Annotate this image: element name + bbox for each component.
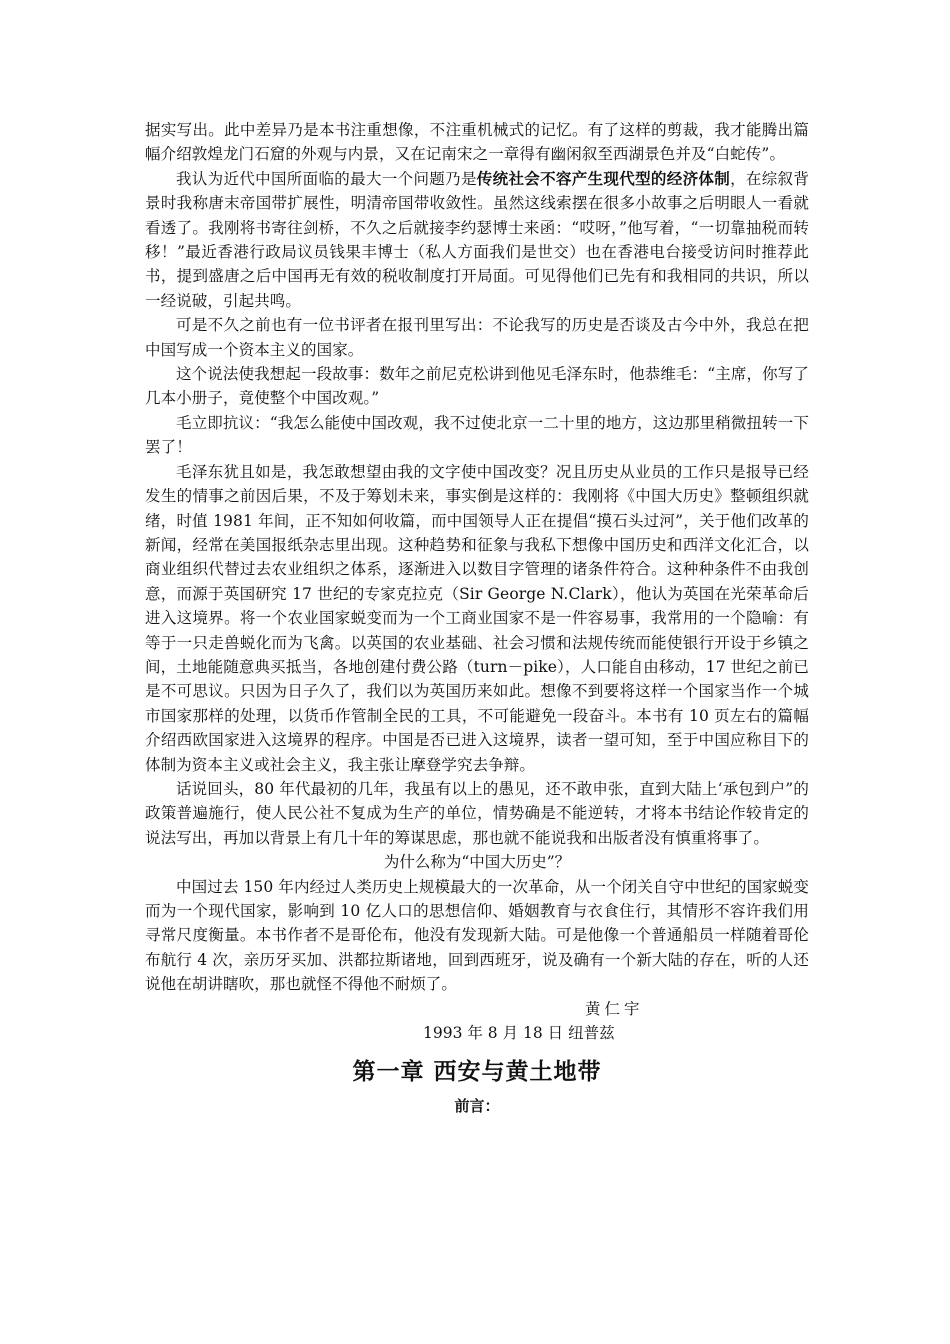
paragraph-eighties: 话说回头，80 年代最初的几年，我虽有以上的愚见，还不敢申张，直到大陆上‘承包到户”的政策普遍施行，使人民公社不复成为生产的单位，情势确是不能逆转，才将本书结论作较肯定的说法写出，再加以背景上有几十年的筹谋思虑，那也就不能说我和出版者没有慎重将事了。 — [145, 779, 809, 847]
paragraph-nixon-story: 这个说法使我想起一段故事：数年之前尼克松讲到他见毛泽东时，他恭维毛：“主席，你写了几本小册子，竟使整个中国改观。” — [145, 365, 809, 408]
author-signature: 黄仁宇 — [585, 999, 644, 1018]
paragraph-history-work: 毛泽东犹且如是，我怎敢想望由我的文字使中国改变？况且历史从业员的工作只是报导已经发生的情事之前因后果，不及于筹划未来，事实倒是这样的：我刚将《中国大历史》整顿组织就绪，时值 1981 年间，正不知如何收篇，而中国领导人正在提倡“摸石头过河”，关于他们改革的新闻，经常在美国报纸杂志里出现。这种趋势和征象与我私下想像中国历史和西洋文化汇合，以商业组织代替过去农业组织之体系，逐渐进入以数目字管理的诸条件符合。这种种条件不由我创意，而源于英国研究 17 世纪的专家克拉克（Sir George N.Clark），他认为英国在光荣革命后进入这境界。将一个农业国家蜕变而为一个工商业国家不是一件容易事，我常用的一个隐喻：有等于一只走兽蜕化而为飞禽。以英国的农业基础、社会习惯和法规传统而能使银行开设于乡镇之间，土地能随意典买抵当，各地创建付费公路（turn－pike），人口能自由移动，17 世纪之前已是不可思议。只因为日子久了，我们以为英国历来如此。想像不到要将这样一个国家当作一个城市国家那样的处理，以货币作管制全民的工具，不可能避免一段奋斗。本书有 10 页左右的篇幅介绍西欧国家进入这境界的程序。中国是否已进入这境界，读者一望可知，至于中国应称目下的体制为资本主义或社会主义，我主张让摩登学究去争辩。 — [145, 462, 809, 774]
paragraph-economic-system — [145, 167, 809, 313]
section-heading: 为什么称为“中国大历史”？ — [383, 853, 571, 872]
paragraph-continued: 据实写出。此中差异乃是本书注重想像，不注重机械式的记忆。有了这样的剪裁，我才能腾出篇幅介绍敦煌龙门石窟的外观与内景，又在记南宋之一章得有幽闲叙至西湖景色并及“白蛇传”。 — [145, 121, 809, 164]
paragraph-text: 我认为近代中国所面临的最大一个问题乃是 — [176, 169, 477, 188]
emphasized-text: 传统社会不容产生现代型的经济体制 — [476, 168, 731, 188]
signature-date: 1993 年 8 月 18 日 纽普兹 — [423, 1024, 615, 1043]
paragraph-columbus: 中国过去 150 年内经过人类历史上规模最大的一次革命，从一个闭关自守中世纪的国家蜕变而为一个现代国家，影响到 10 亿人口的思想信仰、婚姻教育与衣食住行，其情形不容许我们用寻常尺度衡量。本书作者不是哥伦布，他没有发现新大陆。可是他像一个普通船员一样随着哥伦布航行 4 次，亲历牙买加、洪都拉斯诸地，回到西班牙，说及确有一个新大陆的存在，听的人还说他在胡讲瞎吹，那也就怪不得他不耐烦了。 — [145, 877, 809, 994]
preface-label: 前言： — [454, 1097, 500, 1116]
paragraph-text: ，在综叙背景时我称唐末帝国带扩展性，明清帝国带收敛性。虽然这线索摆在很多小故事之后明眼人一看就看透了。我刚将书寄往剑桥，不久之后就接李约瑟博士来函：“哎呀，”他写着，“一切靠抽税而转移！”最近香港行政局议员钱果丰博士（私人方面我们是世交）也在香港电台接受访问时推荐此书，提到盛唐之后中国再无有效的税收制度打开局面。可见得他们已先有和我相同的共识，所以一经说破，引起共鸣。 — [145, 169, 809, 310]
paragraph-mao-reply: 毛立即抗议：“我怎么能使中国改观，我不过使北京一二十里的地方，这边那里稍微扭转一下罢了！ — [145, 413, 809, 457]
document-page — [145, 118, 809, 1116]
chapter-title: 第一章 西安与黄土地带 — [352, 1058, 602, 1086]
paragraph-reviewer: 可是不久之前也有一位书评者在报刊里写出：不论我写的历史是否谈及古今中外，我总在把中国写成一个资本主义的国家。 — [145, 316, 809, 359]
